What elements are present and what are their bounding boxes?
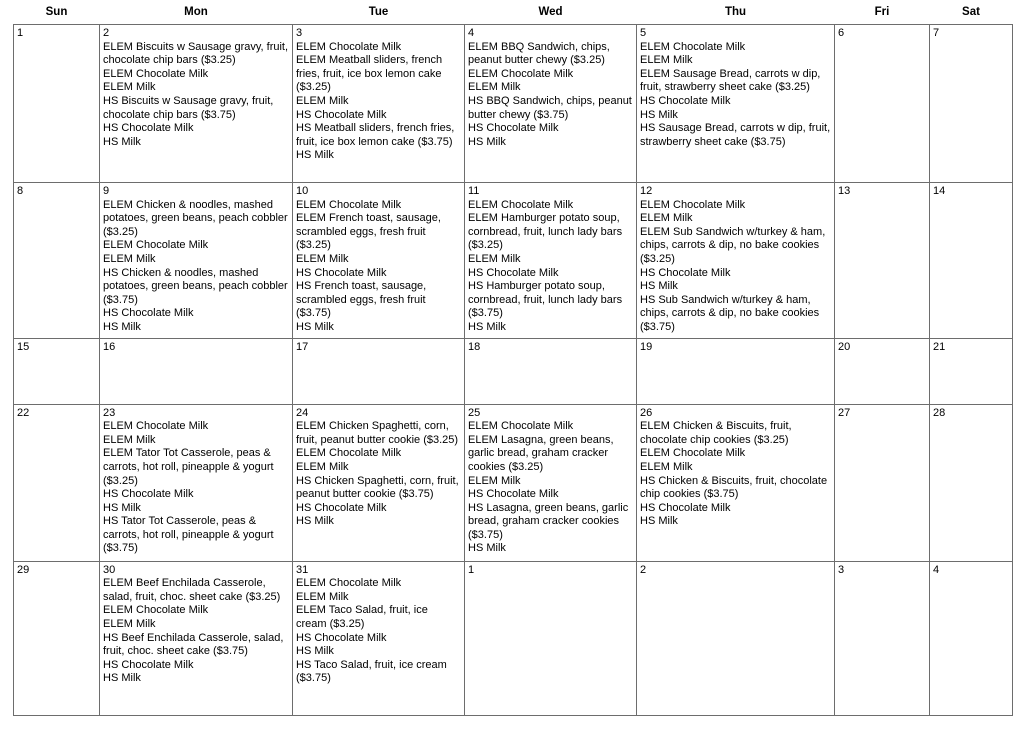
day-cell[interactable] [637,404,835,561]
day-number: 25 [468,406,481,419]
menu-item-list [640,41,831,150]
menu-item[interactable]: HS Lasagna, green beans, garlic bread, graham cracker cookies ($3.75) [468,501,629,541]
menu-item-list [103,41,289,150]
day-of-week-header-sun: Sun [45,6,68,18]
day-number: 17 [296,340,309,353]
day-number: 31 [296,563,309,576]
day-cell[interactable] [293,404,465,561]
day-of-week-header-wed: Wed [538,6,563,18]
calendar-week-row [14,183,1013,339]
menu-item[interactable]: ELEM Chocolate Milk [103,604,209,617]
menu-item[interactable]: HS Chocolate Milk [640,94,731,107]
day-cell[interactable] [930,25,1013,183]
day-cell[interactable] [14,183,100,339]
calendar-header-row [14,0,1013,25]
day-cell[interactable] [293,338,465,404]
menu-item[interactable]: ELEM Chocolate Milk [296,40,402,53]
menu-item[interactable]: ELEM Milk [468,474,521,487]
day-cell[interactable] [465,183,637,339]
menu-item[interactable]: HS Milk [103,135,141,148]
menu-item[interactable]: ELEM BBQ Sandwich, chips, peanut butter chewy ($3.25) [468,40,610,67]
menu-item[interactable]: ELEM Chocolate Milk [468,67,574,80]
day-number: 29 [17,563,30,576]
menu-item[interactable]: ELEM Milk [103,252,156,265]
day-number: 1 [17,27,24,39]
menu-item[interactable]: ELEM Chocolate Milk [103,420,209,433]
menu-item[interactable]: ELEM Lasagna, green beans, garlic bread, graham cracker cookies ($3.25) [468,433,614,473]
menu-item[interactable]: HS Sausage Bread, carrots w dip, fruit, strawberry sheet cake ($3.75) [640,122,831,148]
menu-item[interactable]: HS BBQ Sandwich, chips, peanut butter chewy ($3.75) [468,94,632,121]
menu-item[interactable]: HS Chicken Spaghetti, corn, fruit, peanut butter cookie ($3.75) [296,474,459,501]
day-cell[interactable] [100,183,293,339]
menu-item[interactable]: ELEM Sub Sandwich w/turkey & ham, chips, carrots & dip, no bake cookies ($3.25) [640,225,826,265]
menu-item[interactable]: HS Milk [296,645,334,658]
day-cell[interactable] [930,338,1013,404]
month-calendar-table [13,0,1013,716]
calendar-body [14,25,1013,716]
day-number: 4 [468,27,475,39]
menu-item-list [103,199,289,335]
day-cell[interactable] [100,404,293,561]
day-cell[interactable] [465,338,637,404]
menu-item[interactable]: HS Milk [296,515,334,528]
day-of-week-header-tue: Tue [368,6,389,18]
menu-item[interactable]: ELEM Chocolate Milk [296,198,402,211]
menu-item[interactable]: HS Chocolate Milk [296,108,387,121]
menu-item-list [296,420,461,529]
menu-item[interactable]: ELEM Milk [640,212,693,225]
day-number: 8 [17,185,24,197]
day-cell[interactable] [100,25,293,183]
day-number: 3 [838,563,845,576]
day-number: 15 [17,340,30,353]
menu-item[interactable]: HS Beef Enchilada Casserole, salad, fruit, choc. sheet cake ($3.75) [103,631,284,658]
menu-item[interactable]: ELEM Beef Enchilada Casserole, salad, fruit, choc. sheet cake ($3.25) [103,577,281,603]
menu-item-list [468,420,633,556]
day-of-week-header-mon: Mon [184,6,208,18]
menu-item[interactable]: HS Biscuits w Sausage gravy, fruit, chocolate chip bars ($3.75) [103,94,274,121]
menu-item[interactable]: HS Chocolate Milk [103,488,194,501]
menu-item[interactable]: ELEM Tator Tot Casserole, peas & carrots, hot roll, pineapple & yogurt ($3.25) [103,447,274,487]
day-number: 14 [933,185,946,197]
menu-item[interactable]: HS Milk [103,320,141,333]
menu-item[interactable]: ELEM Chocolate Milk [296,447,402,460]
menu-item[interactable]: ELEM Chicken & Biscuits, fruit, chocolate chip cookies ($3.25) [640,420,792,446]
menu-item[interactable]: HS Milk [296,149,334,162]
day-number: 9 [103,185,110,197]
day-number: 30 [103,563,116,576]
day-cell[interactable] [100,561,293,715]
menu-item[interactable]: ELEM Sausage Bread, carrots w dip, fruit, strawberry sheet cake ($3.25) [640,67,821,94]
day-number: 21 [933,340,946,353]
day-cell[interactable] [930,561,1013,715]
menu-item[interactable]: HS Chocolate Milk [296,266,387,279]
day-cell[interactable] [465,561,637,715]
menu-item[interactable]: HS Hamburger potato soup, cornbread, fruit, lunch lady bars ($3.75) [468,280,623,320]
menu-item[interactable]: ELEM Milk [296,252,349,265]
menu-item-list [103,420,289,556]
day-cell[interactable] [835,338,930,404]
menu-item[interactable]: ELEM Milk [103,433,156,446]
menu-item[interactable]: HS Milk [640,280,678,293]
menu-item[interactable]: HS Milk [468,320,506,333]
menu-item[interactable]: HS Chocolate Milk [103,307,194,320]
menu-item[interactable]: ELEM Milk [296,460,349,473]
day-number: 4 [933,563,940,576]
menu-item[interactable]: ELEM Chocolate Milk [103,67,209,80]
day-of-week-header-thu: Thu [724,6,747,18]
calendar-week-row [14,404,1013,561]
menu-item[interactable]: HS Taco Salad, fruit, ice cream ($3.75) [296,658,447,685]
day-cell[interactable] [293,25,465,183]
day-cell[interactable] [293,561,465,715]
day-cell[interactable] [14,338,100,404]
day-number: 24 [296,406,309,419]
menu-item[interactable]: ELEM Chocolate Milk [640,40,746,53]
menu-item[interactable]: ELEM Chocolate Milk [103,239,209,252]
menu-item[interactable]: HS Milk [103,501,141,514]
menu-item[interactable]: ELEM French toast, sausage, scrambled eggs, fresh fruit ($3.25) [296,212,441,252]
menu-item[interactable]: HS Milk [640,515,678,528]
menu-item[interactable]: HS Milk [468,135,506,148]
day-cell[interactable] [100,338,293,404]
day-number: 11 [468,185,480,197]
menu-item[interactable]: ELEM Milk [103,617,156,630]
menu-item[interactable]: ELEM Chicken & noodles, mashed potatoes, green beans, peach cobbler ($3.25) [103,198,288,238]
day-number: 18 [468,340,481,353]
calendar-week-row [14,25,1013,183]
day-number: 12 [640,185,653,197]
day-number: 6 [838,27,845,39]
menu-item-list [103,577,289,686]
menu-item-list [296,577,461,686]
menu-item-list [640,420,831,529]
menu-item[interactable]: ELEM Hamburger potato soup, cornbread, fruit, lunch lady bars ($3.25) [468,212,623,252]
day-cell[interactable] [14,561,100,715]
menu-item[interactable]: ELEM Milk [468,252,521,265]
menu-item[interactable]: HS Sub Sandwich w/turkey & ham, chips, carrots & dip, no bake cookies ($3.75) [640,293,820,333]
menu-item[interactable]: ELEM Biscuits w Sausage gravy, fruit, chocolate chip bars ($3.25) [103,40,289,67]
day-number: 22 [17,406,30,419]
menu-item[interactable]: HS Milk [103,672,141,685]
menu-item[interactable]: ELEM Milk [640,54,693,67]
menu-item[interactable]: HS Chocolate Milk [296,631,387,644]
menu-item[interactable]: HS Chocolate Milk [103,658,194,671]
calendar-week-row [14,338,1013,404]
menu-item-list [468,41,633,150]
day-number: 16 [103,340,116,353]
menu-item[interactable]: ELEM Chocolate Milk [468,420,574,433]
day-number: 1 [468,563,475,576]
menu-item[interactable]: HS Chocolate Milk [468,122,559,135]
menu-item[interactable]: HS French toast, sausage, scrambled eggs, fresh fruit ($3.75) [296,280,427,320]
day-cell[interactable] [930,183,1013,339]
menu-item-list [296,41,461,163]
menu-item[interactable]: HS Chocolate Milk [640,501,731,514]
day-number: 13 [838,185,851,197]
day-number: 5 [640,27,647,39]
menu-item[interactable]: ELEM Chocolate Milk [468,198,574,211]
menu-item[interactable]: HS Chocolate Milk [468,266,559,279]
menu-item[interactable]: ELEM Milk [296,590,349,603]
day-cell[interactable] [14,404,100,561]
menu-item[interactable]: HS Chocolate Milk [103,122,194,135]
day-number: 2 [103,27,110,39]
menu-item-list [468,199,633,335]
menu-item[interactable]: HS Tator Tot Casserole, peas & carrots, hot roll, pineapple & yogurt ($3.75) [103,515,274,555]
menu-item[interactable]: ELEM Milk [296,94,349,107]
menu-item[interactable]: ELEM Chocolate Milk [640,198,746,211]
day-cell[interactable] [637,338,835,404]
day-number: 27 [838,406,851,419]
menu-item[interactable]: HS Meatball sliders, french fries, fruit, ice box lemon cake ($3.75) [296,122,455,148]
menu-item[interactable]: HS Milk [296,320,334,333]
day-cell[interactable] [930,404,1013,561]
day-cell[interactable] [637,25,835,183]
day-cell[interactable] [835,561,930,715]
day-of-week-header-sat: Sat [962,6,980,18]
menu-item[interactable]: HS Chicken & noodles, mashed potatoes, green beans, peach cobbler ($3.75) [103,266,288,306]
menu-item[interactable]: ELEM Milk [468,81,521,94]
menu-item[interactable]: HS Milk [468,542,506,555]
day-cell[interactable] [465,404,637,561]
menu-item[interactable]: HS Chocolate Milk [640,266,731,279]
menu-item[interactable]: ELEM Taco Salad, fruit, ice cream ($3.25) [296,604,428,630]
day-cell[interactable] [637,183,835,339]
menu-item[interactable]: HS Chicken & Biscuits, fruit, chocolate chip cookies ($3.75) [640,474,828,501]
day-cell[interactable] [835,25,930,183]
menu-item[interactable]: ELEM Milk [103,81,156,94]
day-cell[interactable] [835,404,930,561]
menu-item-list [640,199,831,335]
menu-item[interactable]: HS Milk [640,108,678,121]
day-of-week-header-fri: Fri [874,6,890,18]
day-number: 10 [296,185,309,197]
menu-item[interactable]: ELEM Chicken Spaghetti, corn, fruit, peanut butter cookie ($3.25) [296,420,459,446]
day-number: 23 [103,406,116,419]
menu-item[interactable]: ELEM Meatball sliders, french fries, fruit, ice box lemon cake ($3.25) [296,54,443,94]
day-number: 2 [640,563,647,576]
menu-item[interactable]: HS Chocolate Milk [468,488,559,501]
menu-item[interactable]: HS Chocolate Milk [296,501,387,514]
day-cell[interactable] [293,183,465,339]
menu-item[interactable]: ELEM Milk [640,460,693,473]
day-number: 20 [838,340,851,353]
day-cell[interactable] [637,561,835,715]
day-cell[interactable] [465,25,637,183]
menu-item-list [296,199,461,335]
calendar-week-row [14,561,1013,715]
day-cell[interactable] [14,25,100,183]
menu-item[interactable]: ELEM Chocolate Milk [296,577,402,590]
day-number: 3 [296,27,303,39]
day-number: 19 [640,340,653,353]
day-cell[interactable] [835,183,930,339]
calendar-container [13,0,1012,716]
menu-item[interactable]: ELEM Chocolate Milk [640,447,746,460]
day-number: 7 [933,27,940,39]
day-number: 26 [640,406,653,419]
day-number: 28 [933,406,946,419]
